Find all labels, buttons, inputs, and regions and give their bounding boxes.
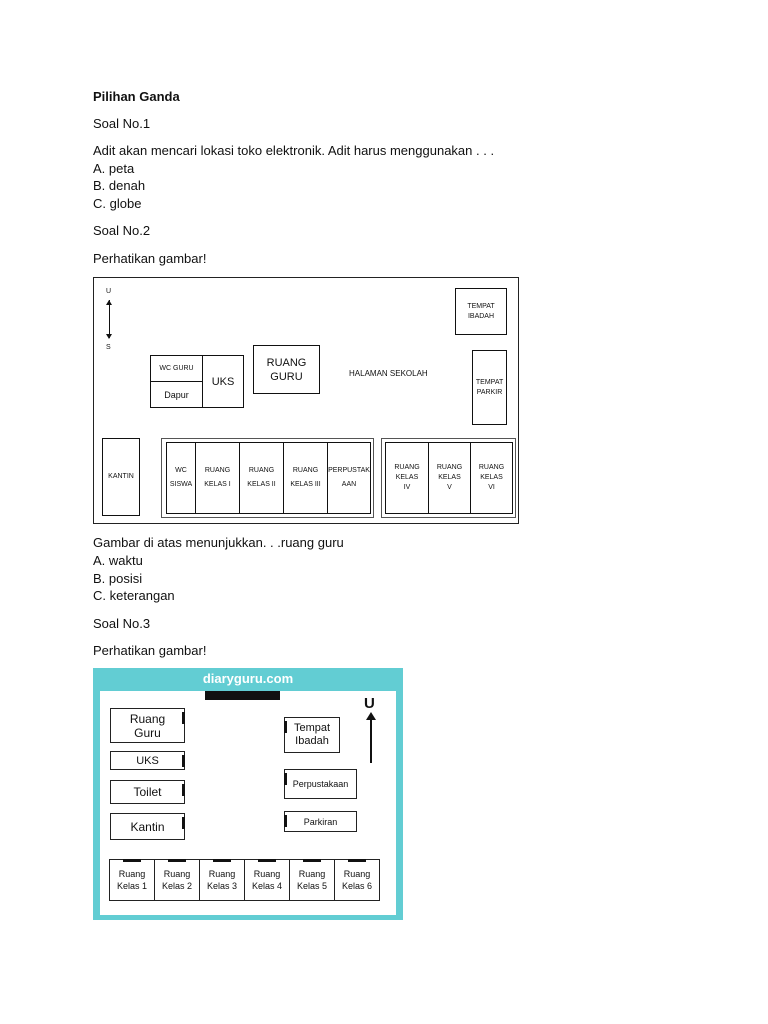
compass-south-label: S [106,344,111,351]
room-kelas-1: RUANG KELAS I [195,442,240,514]
room-ruang-guru: Ruang Guru [110,708,185,743]
room-kantin: KANTIN [102,438,140,516]
q1-question: Adit akan mencari lokasi toko elektronik. Adit harus menggunakan . . . [93,143,495,158]
label-halaman-sekolah: HALAMAN SEKOLAH [349,369,428,378]
room-perpustakaan: Perpustakaan [284,769,357,799]
q2-option-b: B. posisi [93,571,143,586]
room-uks: UKS [202,355,244,408]
q2-option-c: C. keterangan [93,588,175,603]
room-kelas-6: RUANG KELAS VI [470,442,513,514]
section-title: Pilihan Ganda [93,89,180,104]
room-wc-guru: WC GURU [150,355,203,382]
compass-arrow-head-icon [366,712,376,720]
room-dapur: Dapur [150,381,203,408]
room-kantin: Kantin [110,813,185,840]
room-tempat-ibadah: TEMPAT IBADAH [455,288,507,335]
watermark: diaryguru.com [202,671,294,686]
q2-instruction: Perhatikan gambar! [93,251,207,266]
room-perpustakaan: PERPUSTAK AAN [327,442,371,514]
q3-instruction: Perhatikan gambar! [93,643,207,658]
q1-option-b: B. denah [93,178,146,193]
room-parkiran: Parkiran [284,811,357,832]
q2-option-a: A. waktu [93,553,143,568]
room-kelas-1: Ruang Kelas 1 [109,859,155,901]
room-kelas-3: Ruang Kelas 3 [199,859,245,901]
room-tempat-parkir: TEMPAT PARKIR [472,350,507,425]
room-kelas-5: RUANG KELAS V [428,442,471,514]
q2-question: Gambar di atas menunjukkan. . .ruang guru [93,535,344,550]
compass-arrow-down-icon [106,334,112,339]
room-tempat-ibadah: Tempat Ibadah [284,717,340,753]
room-uks: UKS [110,751,185,770]
room-kelas-5: Ruang Kelas 5 [289,859,335,901]
school-plan-map-2 [93,668,403,920]
compass-arrow-icon [109,300,110,338]
room-kelas-2: RUANG KELAS II [239,442,284,514]
q1-option-a: A. peta [93,161,135,176]
q1-option-c: C. globe [93,196,142,211]
school-plan-map-1 [93,277,519,524]
room-kelas-4: Ruang Kelas 4 [244,859,290,901]
room-kelas-4: RUANG KELAS IV [385,442,429,514]
compass-arrow-up-icon [106,300,112,305]
q3-label: Soal No.3 [93,616,151,631]
gate [205,691,280,700]
room-kelas-2: Ruang Kelas 2 [154,859,200,901]
compass-north-label: U [106,288,112,295]
room-wc-siswa: WC SISWA [166,442,196,514]
room-toilet: Toilet [110,780,185,804]
room-kelas-6: Ruang Kelas 6 [334,859,380,901]
q2-label: Soal No.2 [93,223,151,238]
compass-label: U [364,695,375,712]
room-ruang-guru: RUANG GURU [253,345,320,394]
compass-arrow-icon [370,717,372,763]
room-kelas-3: RUANG KELAS III [283,442,328,514]
q1-label: Soal No.1 [93,116,151,131]
